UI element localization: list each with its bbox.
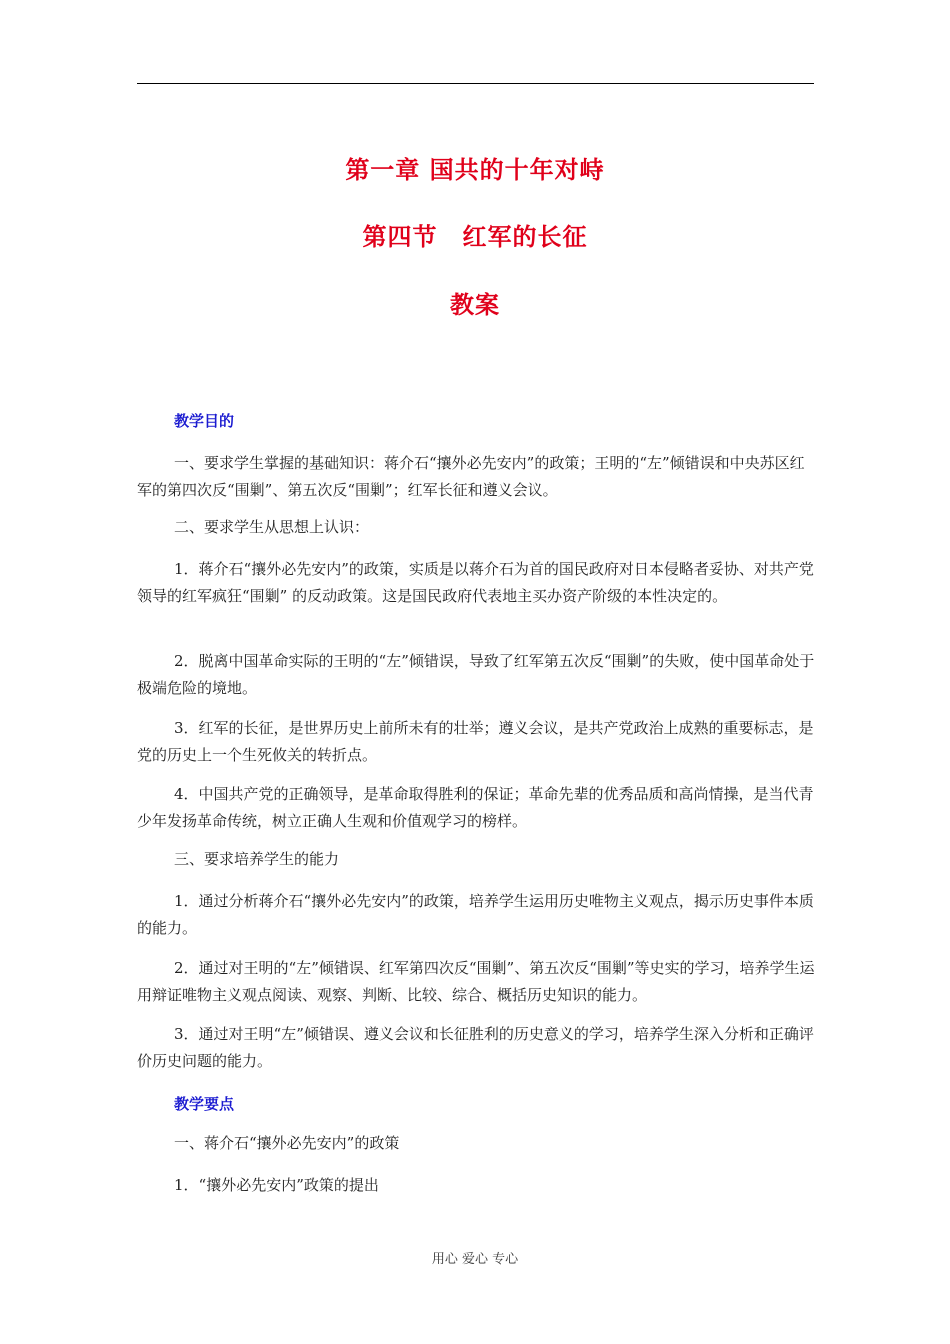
page-footer: 用心 爱心 专心 — [431, 1252, 519, 1267]
paragraph-point-4: 4．中国共产党的正确领导，是革命取得胜利的保证；革命先辈的优秀品质和高尚情操，是当代青少年发扬革命传统，树立正确人生观和价值观学习的榜样。 — [137, 785, 814, 830]
objectives-heading: 教学目的 — [174, 412, 235, 430]
paragraph-ability-2: 2．通过对王明的“左”倾错误、红军第四次反“围剿”、第五次反“围剿”等史实的学习，培养学生运用辩证唯物主义观点阅读、观察、判断、比较、综合、概括历史知识的能力。 — [137, 959, 815, 1004]
chapter-title: 第一章 国共的十年对峙 — [345, 156, 605, 184]
paragraph-ability-1: 1．通过分析蒋介石“攘外必先安内”的政策，培养学生运用历史唯物主义观点，揭示历史事件本质的能力。 — [137, 892, 814, 937]
doc-type-title: 教案 — [450, 291, 500, 319]
paragraph-objective-1: 一、要求学生掌握的基础知识：蒋介石“攘外必先安内”的政策；王明的“左”倾错误和中央苏区红军的第四次反“围剿”、第五次反“围剿”；红军长征和遵义会议。 — [137, 454, 805, 499]
key-points-heading: 教学要点 — [174, 1095, 235, 1113]
section-title: 第四节 红军的长征 — [362, 223, 588, 251]
paragraph-point-1: 1．蒋介石“攘外必先安内”的政策，实质是以蒋介石为首的国民政府对日本侵略者妥协、对共产党领导的红军疯狂“围剿” 的反动政策。这是国民政府代表地主买办资产阶级的本性决定的。 — [137, 560, 814, 605]
paragraph-key-point-1: 一、蒋介石“攘外必先安内”的政策 — [174, 1134, 400, 1152]
header-rule — [137, 83, 814, 84]
paragraph-point-3: 3．红军的长征，是世界历史上前所未有的壮举；遵义会议，是共产党政治上成熟的重要标志，是党的历史上一个生死攸关的转折点。 — [137, 719, 814, 764]
paragraph-point-2: 2．脱离中国革命实际的王明的“左”倾错误，导致了红军第五次反“围剿”的失败，使中国革命处于极端危险的境地。 — [137, 652, 815, 697]
paragraph-objective-2: 二、要求学生从思想上认识： — [174, 518, 370, 536]
paragraph-key-point-1-1: 1．“攘外必先安内”政策的提出 — [174, 1176, 379, 1194]
paragraph-objective-3: 三、要求培养学生的能力 — [174, 850, 340, 868]
paragraph-ability-3: 3．通过对王明“左”倾错误、遵义会议和长征胜利的历史意义的学习，培养学生深入分析和正确评价历史问题的能力。 — [137, 1025, 814, 1070]
